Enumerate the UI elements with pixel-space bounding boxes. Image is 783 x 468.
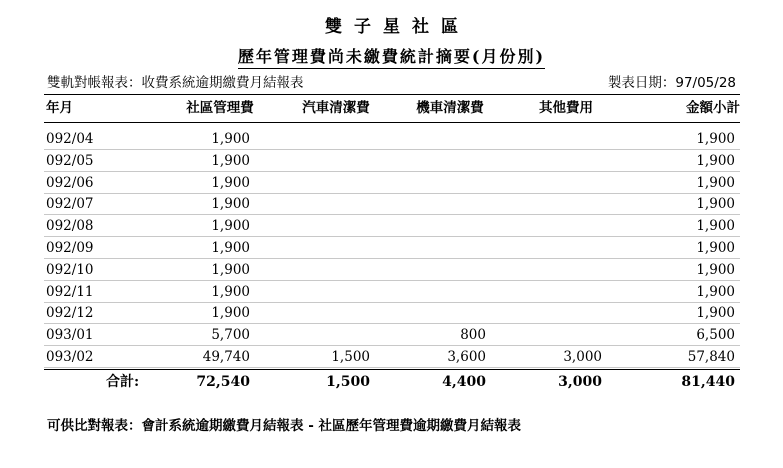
row-other-fees: [506, 215, 602, 237]
row-scooter-cleaning-fee: [390, 215, 486, 237]
row-scooter-cleaning-fee: [390, 237, 486, 259]
row-other-fees: [506, 281, 602, 303]
row-other-fees: [506, 259, 602, 281]
row-scooter-cleaning-fee: [390, 128, 486, 150]
row-car-cleaning-fee: [274, 215, 370, 237]
row-management-fee: 1,900: [211, 152, 250, 169]
totals-label: 合計:: [106, 374, 140, 390]
table-row: [44, 281, 740, 303]
total-subtotal: 81,440: [681, 374, 735, 390]
table-row: [44, 346, 740, 368]
row-management-fee: 1,900: [211, 131, 250, 147]
table-row: [44, 324, 740, 346]
row-subtotal: 1,900: [696, 196, 735, 213]
table-header: [44, 96, 740, 118]
table-row: [44, 172, 740, 194]
row-divider: [44, 367, 740, 368]
report-date-label: 製表日期：: [607, 75, 676, 91]
row-car-cleaning-fee: [274, 259, 370, 281]
row-car-cleaning-fee: [274, 172, 370, 194]
row-subtotal: 1,900: [696, 152, 735, 169]
row-scooter-cleaning-fee: [390, 281, 486, 303]
row-scooter-cleaning-fee: [390, 150, 486, 172]
row-month: 092/12: [46, 305, 94, 322]
report-reference: 雙軌對帳報表：收費系統逾期繳費月結報表: [47, 75, 304, 91]
community-title: 雙子星社區: [325, 17, 470, 37]
header-bottom-rule: [44, 122, 740, 123]
row-management-fee: 1,900: [211, 174, 250, 191]
report-date-value: 97/05/28: [675, 75, 736, 91]
table-row: [44, 237, 740, 259]
row-other-fees: [506, 193, 602, 215]
header-top-rule: [44, 94, 740, 95]
table-row: [44, 215, 740, 237]
table-row: [44, 150, 740, 172]
row-car-cleaning-fee: [274, 324, 370, 346]
row-management-fee: 1,900: [211, 261, 250, 278]
row-subtotal: 1,900: [696, 218, 735, 235]
row-month: 092/07: [46, 196, 94, 213]
total-management-fee: 72,540: [196, 374, 250, 390]
row-month: 092/10: [46, 261, 94, 278]
row-month: 092/08: [46, 218, 94, 235]
row-month: 093/01: [46, 327, 94, 344]
row-scooter-cleaning-fee: [390, 259, 486, 281]
row-car-cleaning-fee: [274, 302, 370, 324]
row-car-cleaning-fee: [274, 150, 370, 172]
row-management-fee: 1,900: [211, 240, 250, 256]
row-subtotal: 1,900: [696, 305, 735, 322]
row-management-fee: 1,900: [211, 218, 250, 235]
row-month: 092/04: [46, 131, 94, 147]
report-subtitle-text: 歷年管理費尚未繳費統計摘要(月份別): [238, 44, 545, 69]
row-management-fee: 1,900: [211, 305, 250, 322]
row-management-fee: 49,740: [202, 349, 250, 365]
row-scooter-cleaning-fee: 3,600: [447, 349, 486, 365]
row-scooter-cleaning-fee: [390, 302, 486, 324]
table-row: [44, 302, 740, 324]
row-other-fees: [506, 150, 602, 172]
row-scooter-cleaning-fee: 800: [460, 327, 486, 344]
header-scooter-cleaning-fee: 機車清潔費: [416, 100, 484, 116]
table-row: [44, 128, 740, 150]
row-scooter-cleaning-fee: [390, 172, 486, 194]
totals-rule: [44, 369, 740, 370]
total-other-fees: 3,000: [558, 374, 602, 390]
comparison-reports-note: 可供比對報表：會計系統逾期繳費月結報表 - 社區歷年管理費逾期繳費月結報表: [47, 418, 522, 434]
header-month: 年月: [46, 100, 73, 116]
row-management-fee: 5,700: [211, 327, 250, 344]
row-month: 092/11: [46, 283, 94, 300]
report-date: [608, 71, 736, 91]
row-subtotal: 1,900: [696, 131, 735, 147]
row-month: 093/02: [46, 349, 94, 365]
row-subtotal: 57,840: [687, 349, 735, 365]
row-management-fee: 1,900: [211, 283, 250, 300]
row-other-fees: [506, 302, 602, 324]
row-subtotal: 6,500: [696, 327, 735, 344]
row-other-fees: 3,000: [563, 349, 602, 365]
row-subtotal: 1,900: [696, 174, 735, 191]
total-scooter-cleaning-fee: 4,400: [442, 374, 486, 390]
row-other-fees: [506, 172, 602, 194]
header-other-fees: 其他費用: [539, 100, 593, 116]
total-car-cleaning-fee: 1,500: [326, 374, 370, 390]
row-month: 092/05: [46, 152, 94, 169]
row-other-fees: [506, 324, 602, 346]
row-car-cleaning-fee: [274, 128, 370, 150]
table-row: [44, 259, 740, 281]
row-subtotal: 1,900: [696, 261, 735, 278]
row-other-fees: [506, 237, 602, 259]
row-month: 092/09: [46, 240, 94, 256]
header-management-fee: 社區管理費: [186, 100, 254, 116]
row-management-fee: 1,900: [211, 196, 250, 213]
row-car-cleaning-fee: [274, 237, 370, 259]
row-subtotal: 1,900: [696, 240, 735, 256]
row-month: 092/06: [46, 174, 94, 191]
report-subtitle: [0, 44, 783, 69]
row-scooter-cleaning-fee: [390, 193, 486, 215]
row-other-fees: [506, 128, 602, 150]
totals-row: [44, 371, 740, 393]
row-car-cleaning-fee: 1,500: [331, 349, 370, 365]
row-car-cleaning-fee: [274, 193, 370, 215]
row-subtotal: 1,900: [696, 283, 735, 300]
header-subtotal: 金額小計: [686, 100, 740, 116]
table-row: [44, 193, 740, 215]
header-car-cleaning-fee: 汽車清潔費: [302, 100, 370, 116]
row-car-cleaning-fee: [274, 281, 370, 303]
